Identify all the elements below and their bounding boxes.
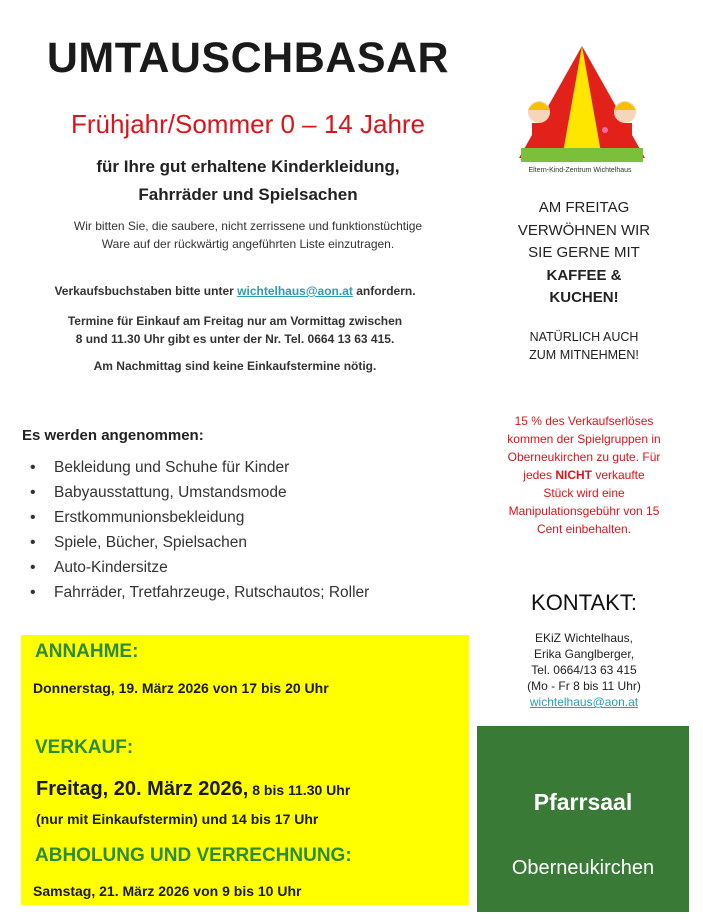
coffee-line-2: VERWÖHNEN WIR <box>517 221 651 239</box>
verkauf-time: 8 bis 11.30 Uhr <box>248 782 351 798</box>
revenue-note <box>488 412 680 538</box>
afternoon-note: Am Nachmittag sind keine Einkaufstermine nötig. <box>93 359 377 373</box>
coffee-line-5: KUCHEN! <box>549 289 619 306</box>
verkauf-heading: VERKAUF: <box>35 737 134 758</box>
intro-text <box>0 217 496 253</box>
contact-hours: (Mo - Fr 8 bis 11 Uhr) <box>527 679 641 693</box>
logo-caption: Eltern-Kind-Zentrum Wichtelhaus <box>528 167 632 174</box>
revenue-line-7: Cent einbehalten. <box>536 522 632 536</box>
list-item: • Babyausstattung, Umstandsmode <box>30 482 369 507</box>
verkauf-date <box>36 778 350 801</box>
revenue-line-5: Stück wird eine <box>543 486 625 500</box>
wichtelhaus-logo <box>507 40 657 180</box>
revenue-line-6: Manipulationsgebühr von 15 <box>508 504 660 518</box>
venue-town: Oberneukirchen <box>511 857 655 879</box>
sale-letters-note <box>0 284 470 298</box>
revenue-line-1: 15 % des Verkaufserlöses <box>514 414 654 428</box>
accepted-list <box>30 457 369 607</box>
takeaway-line-2: ZUM MITNEHMEN! <box>529 348 639 362</box>
appointment-line-1: Termine für Einkauf am Freitag nur am Vormittag zwischen <box>67 314 403 328</box>
verkauf-extra: (nur mit Einkaufstermin) und 14 bis 17 Uhr <box>36 811 319 827</box>
appointment-note <box>0 312 470 348</box>
abholung-heading: ABHOLUNG UND VERRECHNUNG: <box>35 845 352 866</box>
tagline-line-1: für Ihre gut erhaltene Kinderkleidung, <box>96 157 400 176</box>
abholung-date: Samstag, 21. März 2026 von 9 bis 10 Uhr <box>33 883 302 899</box>
annahme-heading: ANNAHME: <box>35 641 139 662</box>
revenue-line-2: kommen der Spielgruppen in <box>507 432 661 446</box>
tagline <box>0 153 496 209</box>
takeaway-note <box>497 328 671 364</box>
logo-flower <box>602 127 608 133</box>
sale-letters-text: Verkaufsbuchstaben bitte unter <box>54 284 238 298</box>
intro-line-2: Ware auf der rückwärtig angeführten Liste einzutragen. <box>101 237 395 251</box>
contact-info <box>497 630 671 710</box>
tagline-line-2: Fahrräder und Spielsachen <box>138 185 358 204</box>
coffee-note <box>497 197 671 310</box>
contact-org: EKiZ Wichtelhaus, <box>534 631 634 645</box>
takeaway-line-1: NATÜRLICH AUCH <box>529 330 639 344</box>
coffee-line-1: AM FREITAG <box>538 199 630 216</box>
revenue-line-4: jedes NICHT verkaufte <box>523 468 645 482</box>
contact-person: Erika Ganglberger, <box>533 647 635 661</box>
intro-line-1: Wir bitten Sie, die saubere, nicht zerrissene und funktionstüchtige <box>73 219 423 233</box>
list-item: • Auto-Kindersitze <box>30 557 369 582</box>
contact-phone: Tel. 0664/13 63 415 <box>531 663 637 677</box>
page-title: UMTAUSCHBASAR <box>46 34 450 82</box>
revenue-line-3: Oberneukirchen zu gute. Für <box>507 450 661 464</box>
coffee-line-3: SIE GERNE MIT <box>528 244 640 261</box>
annahme-date: Donnerstag, 19. März 2026 von 17 bis 20 Uhr <box>33 680 329 696</box>
appointment-line-2: 8 und 11.30 Uhr gibt es unter der Nr. Tel. 0664 13 63 415. <box>75 332 395 346</box>
sale-letters-text-end: anfordern. <box>352 284 416 298</box>
coffee-line-4: KAFFEE & <box>546 266 622 284</box>
venue-box <box>477 726 689 912</box>
venue-name: Pfarrsaal <box>533 789 633 815</box>
list-item: • Erstkommunionsbekleidung <box>30 507 369 532</box>
verkauf-date-text: Freitag, 20. März 2026, <box>36 778 249 800</box>
contact-heading: KONTAKT: <box>531 590 637 615</box>
list-item: • Bekleidung und Schuhe für Kinder <box>30 457 369 482</box>
list-item: • Spiele, Bücher, Spielsachen <box>30 532 369 557</box>
sale-letters-email-link[interactable]: wichtelhaus@aon.at <box>237 284 353 298</box>
logo-grass <box>521 148 643 162</box>
list-item: • Fahrräder, Tretfahrzeuge, Rutschautos; Roller <box>30 582 369 607</box>
accepted-heading: Es werden angenommen: <box>22 427 204 444</box>
contact-email-link[interactable]: wichtelhaus@aon.at <box>529 695 639 709</box>
season-subtitle: Frühjahr/Sommer 0 – 14 Jahre <box>70 109 426 139</box>
